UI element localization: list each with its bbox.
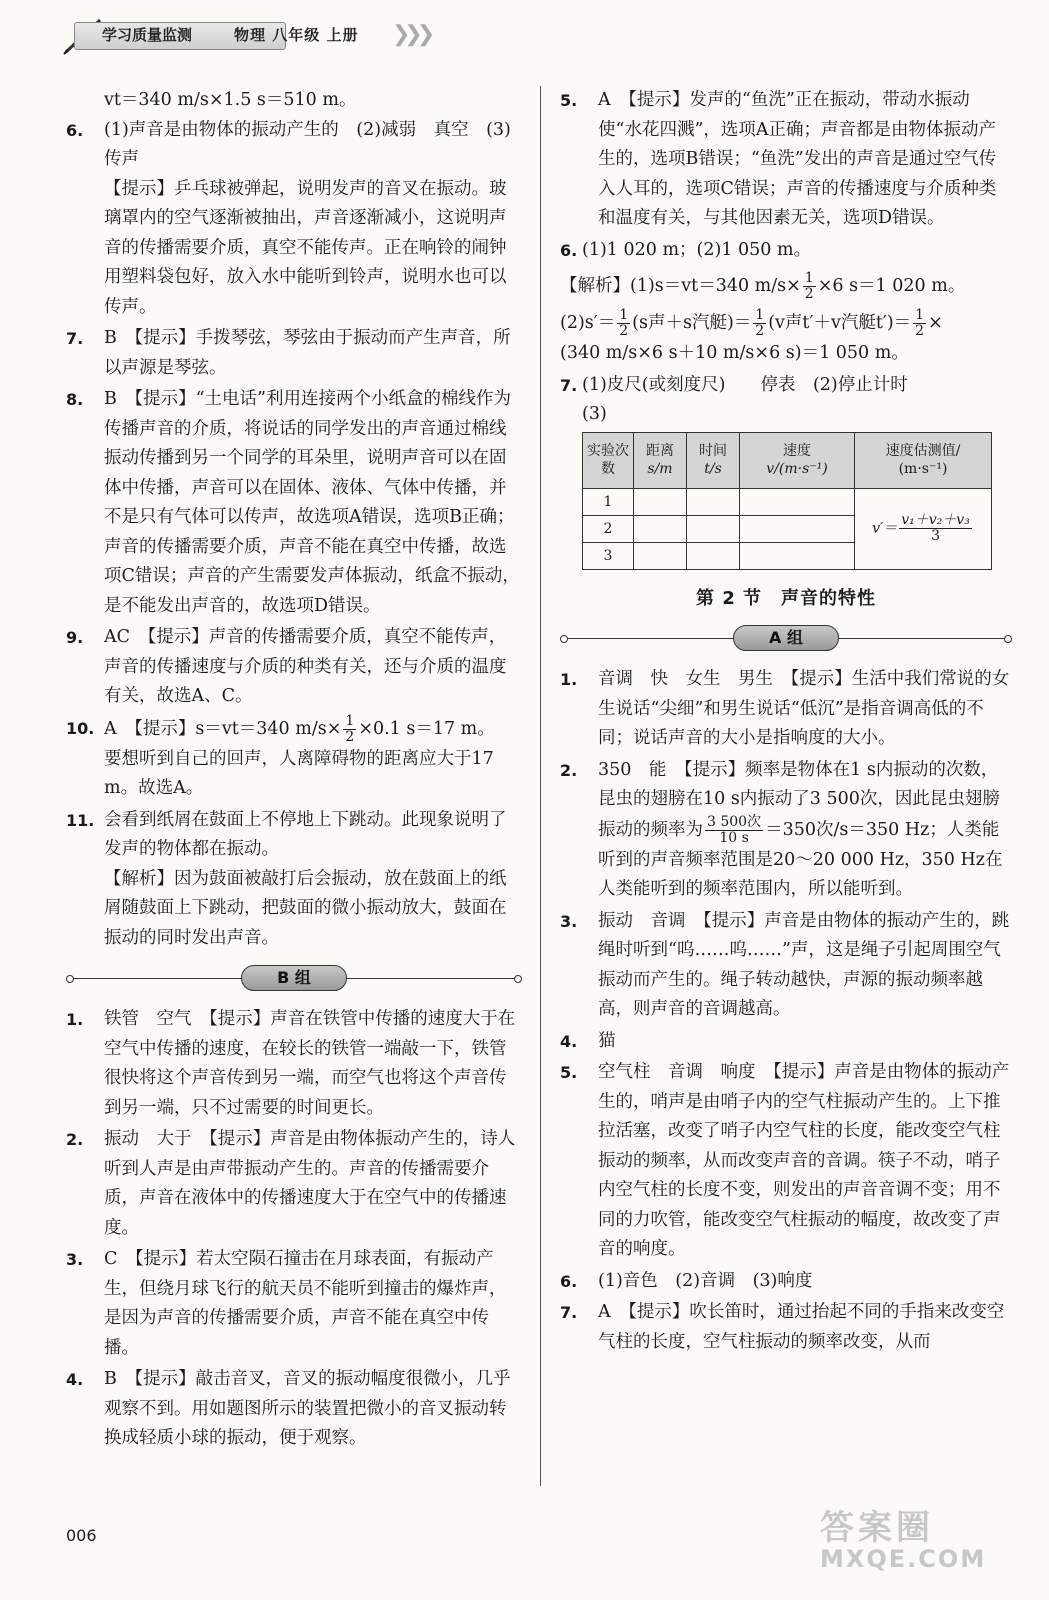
column-divider xyxy=(540,86,541,1486)
item-number: 4. xyxy=(66,1370,84,1389)
answer-item-6-right xyxy=(560,236,1012,369)
table-cell xyxy=(634,488,687,515)
group-a-item-5 xyxy=(560,1058,1012,1265)
table-header-cell xyxy=(583,432,634,488)
analysis-text: 【解析】因为鼓面被敲打后会振动，放在鼓面上的纸屑随鼓面上下跳动，把鼓面的微小振动放大，鼓面在振动的同时发出声音。 xyxy=(104,868,507,948)
answer-text: 要想听到自己的回声，人离障碍物的距离应大于17 m。故选A。 xyxy=(104,748,494,798)
answer-text: (1)皮尺(或刻度尺) 停表 (2)停止计时 xyxy=(582,374,908,395)
answer-text: 会看到纸屑在鼓面上不停地上下跳动。此现象说明了发声的物体都在振动。 xyxy=(104,809,507,859)
header-unit: v/(m·s⁻¹) xyxy=(766,461,828,477)
answer-text: A 【提示】吹长笛时，通过抬起不同的手指来改变空气柱的长度，空气柱振动的频率改变，从而 xyxy=(598,1302,1005,1352)
table-row xyxy=(583,488,992,515)
item-number: 1. xyxy=(66,1010,84,1029)
answer-line: vt＝340 m/s×1.5 s＝510 m。 xyxy=(104,90,357,110)
answer-text: 猫 xyxy=(598,1030,616,1051)
answer-text: B 【提示】手拨琴弦，琴弦由于振动而产生声音，所以声源是琴弦。 xyxy=(104,328,511,378)
answer-item-11 xyxy=(66,806,522,954)
header-text: 实验次数 xyxy=(587,443,629,477)
fraction xyxy=(803,271,816,302)
item-number: 10. xyxy=(66,718,95,738)
table-cell xyxy=(634,542,687,569)
hint-text: 【提示】乒乓球被弹起，说明发声的音叉在振动。玻璃罩内的空气逐渐被抽出，声音逐渐减小，这说明声音的传播需要介质，真空不能传声。正在响铃的闹钟用塑料袋包好，放入水中能听到铃声，说明水也可以传声。 xyxy=(104,178,507,317)
item-number: 6. xyxy=(560,240,578,260)
table-cell: 1 xyxy=(583,488,634,515)
table-cell: 2 xyxy=(583,515,634,542)
formula-part: (s声＋s汽艇)＝ xyxy=(632,313,752,333)
answer-text: B 【提示】敲击音叉，音叉的振动幅度很微小，几乎观察不到。用如题图所示的装置把微小的音叉振动转换成轻质小球的振动，便于观察。 xyxy=(104,1369,511,1448)
answer-part: ＝350次/s＝ xyxy=(765,819,866,840)
divider-dot xyxy=(560,635,568,643)
answer-text: (1)1 020 m；(2)1 050 m。 xyxy=(582,239,812,260)
table-cell xyxy=(740,542,855,569)
fraction-numerator: 1 xyxy=(804,270,814,286)
answer-item-8 xyxy=(66,385,522,621)
item-number: 3. xyxy=(560,911,578,931)
item-number: 4. xyxy=(560,1031,578,1051)
group-b-item-4 xyxy=(66,1365,522,1454)
right-column xyxy=(560,86,1012,1359)
item-number: 9. xyxy=(66,628,84,647)
fraction xyxy=(753,308,766,339)
answer-text: 音调 快 女生 男生 【提示】生活中我们常说的女生说话“尖细”和男生说话“低沉”是指音调高低的不同；说话声音的大小是指响度的大小。 xyxy=(598,669,1010,748)
fraction-denominator: 2 xyxy=(619,323,629,339)
item-number: 6. xyxy=(66,120,84,140)
group-a-item-4 xyxy=(560,1027,1012,1057)
answer-text: B 【提示】“土电话”利用连接两个小纸盒的棉线作为传播声音的介质，将说话的同学发出的声音通过棉线振动传播到另一个同学的耳朵里，说明声音可以在固体中传播，声音可以在固体、液体、气体中传播，并不是只有气体可以传声，故选项A错误，选项B正确；声音的传播需要介质，声音不能在真空中传播，故选项C错误；声音的产生需要发声体振动，纸盒不振动，是不能发出声音的，故选项D错误。 xyxy=(104,389,520,616)
answer-item-6 xyxy=(66,116,522,323)
data-table xyxy=(582,432,992,570)
item-number: 1. xyxy=(560,670,578,689)
group-b-divider xyxy=(66,963,522,993)
fraction xyxy=(617,308,630,339)
item-number: 2. xyxy=(66,1130,84,1149)
divider-dot xyxy=(514,975,522,983)
answer-text: 铁管 空气 【提示】声音在铁管中传播的速度大于在空气中传播的速度，在较长的铁管一端敲一下，铁管很快将这个声音传到另一端，而空气也将这个声音传到另一端，只不过需要的时间更长。 xyxy=(104,1009,516,1118)
fraction-denominator: 3 xyxy=(931,528,940,544)
answer-text: 空气柱 音调 响度 【提示】声音是由物体的振动产生的，哨声是由哨子内的空气柱振动产生的。上下推拉活塞，改变了哨子内空气柱的长度，能改变空气柱振动的频率，从而改变声音的音调。筷子不动，哨子内空气柱的长度不变，则发出的声音音调不变；用不同的力吹管，能改变空气柱振动的幅度，故改变了声音的响度。 xyxy=(598,1062,1010,1259)
answer-text: 振动 大于 【提示】声音是由物体振动产生的，诗人听到人声是由声带振动产生的。声音的传播需要介质，声音在液体中的传播速度大于在空气中的传播速度。 xyxy=(104,1129,516,1238)
header-text: 速度 xyxy=(783,443,811,459)
formula-part: ×6 s＝1 020 m。 xyxy=(817,276,966,296)
header-unit: t/s xyxy=(704,461,722,477)
table-cell xyxy=(687,515,740,542)
answer-item-7 xyxy=(66,324,522,383)
item-number: 5. xyxy=(560,91,578,110)
formula-part: v′＝ xyxy=(872,520,898,537)
answer-part: 350 Hz；人类能听到的声音频率范围是20～20 000 Hz，350 Hz在人类能听到的频率范围内，所以能听到。 xyxy=(598,819,1003,899)
table-formula-cell xyxy=(855,488,992,569)
formula-part: (v声t′＋v汽艇t′)＝ xyxy=(768,313,912,333)
fraction-numerator: 1 xyxy=(755,307,765,323)
divider-dot xyxy=(66,975,74,983)
fraction-denominator: 2 xyxy=(345,728,355,745)
group-b-item-2 xyxy=(66,1125,522,1243)
analysis-line-3: (340 m/s×6 s＋10 m/s×6 s)＝1 050 m。 xyxy=(560,343,909,363)
watermark-url: MXQE.COM xyxy=(820,1545,987,1573)
answer-text: AC 【提示】声音的传播需要介质，真空不能传声，声音的传播速度与介质的种类有关，还与介质的温度有关，故选A、C。 xyxy=(104,627,507,706)
left-column xyxy=(66,86,522,1456)
analysis-line-2 xyxy=(560,308,1012,339)
chevron-right-icon: ❯❯❯ xyxy=(392,22,430,47)
header-title: 学习质量监测 xyxy=(102,26,193,44)
item-number: 8. xyxy=(66,390,84,409)
table-cell xyxy=(634,515,687,542)
table-cell xyxy=(740,488,855,515)
item-number: 7. xyxy=(560,375,578,395)
answer-part: 350 能 【提示】频率是物体在1 s内振动的次数，昆虫的翅膀在10 s内振动了3 500次，因此昆虫翅膀振动的频率为 xyxy=(598,759,1000,840)
answer-text: (1)声音是由物体的振动产生的 (2)减弱 真空 (3)传声 xyxy=(104,119,511,169)
item-number: 3. xyxy=(66,1250,84,1269)
watermark-title: 答案圈 xyxy=(820,1508,934,1548)
item-number: 2. xyxy=(560,760,578,780)
fraction-denominator: 2 xyxy=(915,323,925,339)
answer-formula xyxy=(104,714,522,745)
item-number: 5. xyxy=(560,1063,578,1082)
answer-text: (3) xyxy=(582,404,607,424)
answer-item-5 xyxy=(560,86,1012,234)
table-cell xyxy=(687,542,740,569)
formula-part: 【解析】(1)s＝vt＝340 m/s× xyxy=(560,276,801,296)
group-a-item-1 xyxy=(560,665,1012,754)
formula-part: A 【提示】s＝vt＝340 m/s× xyxy=(104,718,342,739)
answer-text xyxy=(598,756,1012,905)
group-b-item-3 xyxy=(66,1245,522,1363)
page-header xyxy=(62,14,482,54)
section-title: 第 2 节 声音的特性 xyxy=(695,587,877,609)
answer-item-9 xyxy=(66,623,522,712)
fraction-numerator: 1 xyxy=(619,307,629,323)
group-a-divider xyxy=(560,623,1012,653)
table-header-cell xyxy=(687,432,740,488)
table-header-cell xyxy=(740,432,855,488)
fraction xyxy=(899,513,972,544)
answer-text: C 【提示】若太空陨石撞击在月球表面，有振动产生，但绕月球飞行的航天员不能听到撞击的爆炸声，是因为声音的传播需要介质，声音不能在真空中传播。 xyxy=(104,1249,507,1358)
fraction-numerator: v₁＋v₂＋v₃ xyxy=(901,512,970,528)
item-number: 11. xyxy=(66,810,95,830)
group-b-label: B 组 xyxy=(241,965,347,991)
group-a-label: A 组 xyxy=(733,625,839,651)
group-a-item-2 xyxy=(560,756,1012,905)
group-b-item-1 xyxy=(66,1005,522,1123)
answer-item-10 xyxy=(66,714,522,804)
table-header-row xyxy=(583,432,992,488)
table-header-cell xyxy=(855,432,992,488)
table-cell: 3 xyxy=(583,542,634,569)
answer-text: A 【提示】发声的“鱼洗”正在振动，带动水振动使“水花四溅”，选项A正确；声音都是由物体振动产生的，选项B错误；“鱼洗”发出的声音是通过空气传入人耳的，选项C错误；声音的传播速度与介质种类和温度有关，与其他因素无关，选项D错误。 xyxy=(598,90,997,228)
header-unit: (m·s⁻¹) xyxy=(898,461,948,477)
watermark xyxy=(820,1500,1030,1573)
fraction xyxy=(705,815,763,846)
table-cell xyxy=(687,488,740,515)
analysis-line-1 xyxy=(560,271,1012,302)
page-number: 006 xyxy=(66,1526,97,1545)
fraction-denominator: 10 s xyxy=(719,829,749,846)
table-cell xyxy=(740,515,855,542)
fraction-denominator: 2 xyxy=(755,323,765,339)
group-a-item-3 xyxy=(560,907,1012,1025)
answer-item-7-right xyxy=(560,371,1012,430)
answer-text: (1)音色 (2)音调 (3)响度 xyxy=(598,1270,813,1291)
header-subject: 物理 八年级 上册 xyxy=(234,26,359,44)
fraction-denominator: 2 xyxy=(804,286,814,302)
item-number: 7. xyxy=(66,329,84,348)
divider-dot xyxy=(1004,635,1012,643)
formula-part: ×0.1 s＝17 m。 xyxy=(358,718,495,739)
table-header-cell xyxy=(634,432,687,488)
item-number: 6. xyxy=(560,1271,578,1291)
formula-part: × xyxy=(928,313,943,333)
header-unit: s/m xyxy=(647,461,673,477)
answer-text: 振动 音调 【提示】声音是由物体的振动产生的，跳绳时听到“呜……呜……”声，这是绳子引起周围空气振动而产生的。绳子转动越快，声源的振动频率越高，则声音的音调越高。 xyxy=(598,910,1010,1019)
fraction-numerator: 1 xyxy=(915,307,925,323)
group-a-item-6 xyxy=(560,1267,1012,1297)
fraction-numerator: 1 xyxy=(345,712,355,729)
fraction xyxy=(913,308,926,339)
header-text: 速度估测值/ xyxy=(885,443,961,459)
item-number: 7. xyxy=(560,1303,578,1322)
formula-part: (2)s′＝ xyxy=(560,313,616,333)
header-text: 时间 xyxy=(699,443,727,459)
group-a-item-7 xyxy=(560,1298,1012,1357)
fraction-numerator: 3 500次 xyxy=(707,813,762,830)
header-text: 距离 xyxy=(646,443,674,459)
fraction xyxy=(343,714,356,745)
